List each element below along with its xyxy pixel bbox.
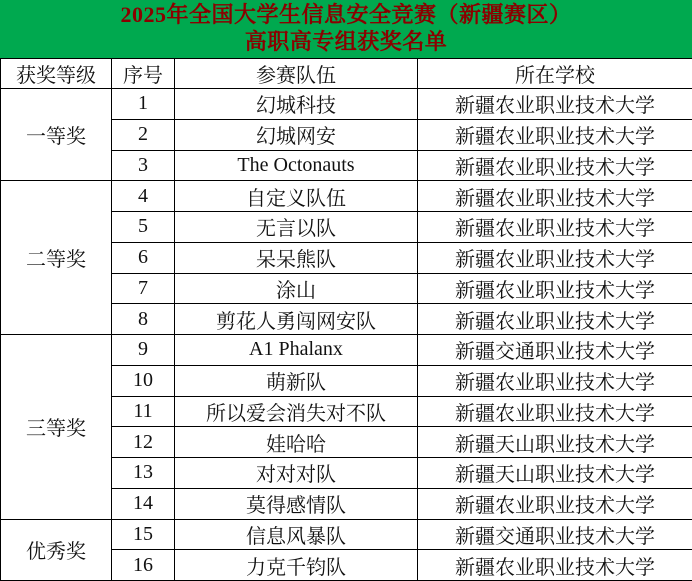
row-number-cell: 13 xyxy=(112,458,175,489)
school-name-cell: 新疆农业职业技术大学 xyxy=(418,150,692,181)
row-number-cell: 6 xyxy=(112,242,175,273)
row-number-cell: 15 xyxy=(112,519,175,550)
row-number-cell: 7 xyxy=(112,273,175,304)
team-name-cell: 萌新队 xyxy=(175,365,418,396)
award-level-cell: 优秀奖 xyxy=(1,519,112,581)
school-name-cell: 新疆农业职业技术大学 xyxy=(418,550,692,581)
team-name-cell: 莫得感情队 xyxy=(175,488,418,519)
table-row xyxy=(1,335,692,366)
row-number-cell: 12 xyxy=(112,427,175,458)
school-name-cell: 新疆农业职业技术大学 xyxy=(418,365,692,396)
team-name-cell: The Octonauts xyxy=(175,150,418,181)
school-name-cell: 新疆农业职业技术大学 xyxy=(418,181,692,212)
school-name-cell: 新疆交通职业技术大学 xyxy=(418,519,692,550)
row-number-cell: 2 xyxy=(112,119,175,150)
row-number-cell: 1 xyxy=(112,89,175,120)
school-name-cell: 新疆农业职业技术大学 xyxy=(418,396,692,427)
team-name-cell: 自定义队伍 xyxy=(175,181,418,212)
team-name-cell: 剪花人勇闯网安队 xyxy=(175,304,418,335)
team-name-cell: 幻城网安 xyxy=(175,119,418,150)
team-name-cell: 幻城科技 xyxy=(175,89,418,120)
row-number-cell: 10 xyxy=(112,365,175,396)
title-line-1: 2025年全国大学生信息安全竞赛（新疆赛区） xyxy=(120,2,572,28)
team-name-cell: 呆呆熊队 xyxy=(175,242,418,273)
team-name-cell: 力克千钧队 xyxy=(175,550,418,581)
row-number-cell: 3 xyxy=(112,150,175,181)
team-name-cell: 涂山 xyxy=(175,273,418,304)
column-header-award-level: 获奖等级 xyxy=(1,59,112,89)
school-name-cell: 新疆农业职业技术大学 xyxy=(418,488,692,519)
award-level-cell: 三等奖 xyxy=(1,335,112,520)
table-row xyxy=(1,181,692,212)
school-name-cell: 新疆农业职业技术大学 xyxy=(418,119,692,150)
team-name-cell: 所以爱会消失对不队 xyxy=(175,396,418,427)
column-header-school: 所在学校 xyxy=(418,59,692,89)
team-name-cell: A1 Phalanx xyxy=(175,335,418,366)
column-header-number: 序号 xyxy=(112,59,175,89)
row-number-cell: 9 xyxy=(112,335,175,366)
team-name-cell: 无言以队 xyxy=(175,212,418,243)
school-name-cell: 新疆天山职业技术大学 xyxy=(418,458,692,489)
school-name-cell: 新疆农业职业技术大学 xyxy=(418,273,692,304)
team-name-cell: 对对对队 xyxy=(175,458,418,489)
title-line-2: 高职高专组获奖名单 xyxy=(244,29,448,54)
school-name-cell: 新疆农业职业技术大学 xyxy=(418,242,692,273)
team-name-cell: 信息风暴队 xyxy=(175,519,418,550)
school-name-cell: 新疆天山职业技术大学 xyxy=(418,427,692,458)
row-number-cell: 8 xyxy=(112,304,175,335)
row-number-cell: 4 xyxy=(112,181,175,212)
team-name-cell: 娃哈哈 xyxy=(175,427,418,458)
row-number-cell: 5 xyxy=(112,212,175,243)
award-level-cell: 二等奖 xyxy=(1,181,112,335)
school-name-cell: 新疆农业职业技术大学 xyxy=(418,304,692,335)
table-header-row xyxy=(1,59,692,89)
row-number-cell: 16 xyxy=(112,550,175,581)
title-banner xyxy=(0,0,692,58)
awards-table-body xyxy=(1,89,692,581)
table-row xyxy=(1,519,692,550)
awards-table xyxy=(0,58,692,581)
row-number-cell: 11 xyxy=(112,396,175,427)
row-number-cell: 14 xyxy=(112,488,175,519)
school-name-cell: 新疆农业职业技术大学 xyxy=(418,89,692,120)
school-name-cell: 新疆交通职业技术大学 xyxy=(418,335,692,366)
table-row xyxy=(1,89,692,120)
award-level-cell: 一等奖 xyxy=(1,89,112,181)
column-header-team: 参赛队伍 xyxy=(175,59,418,89)
school-name-cell: 新疆农业职业技术大学 xyxy=(418,212,692,243)
